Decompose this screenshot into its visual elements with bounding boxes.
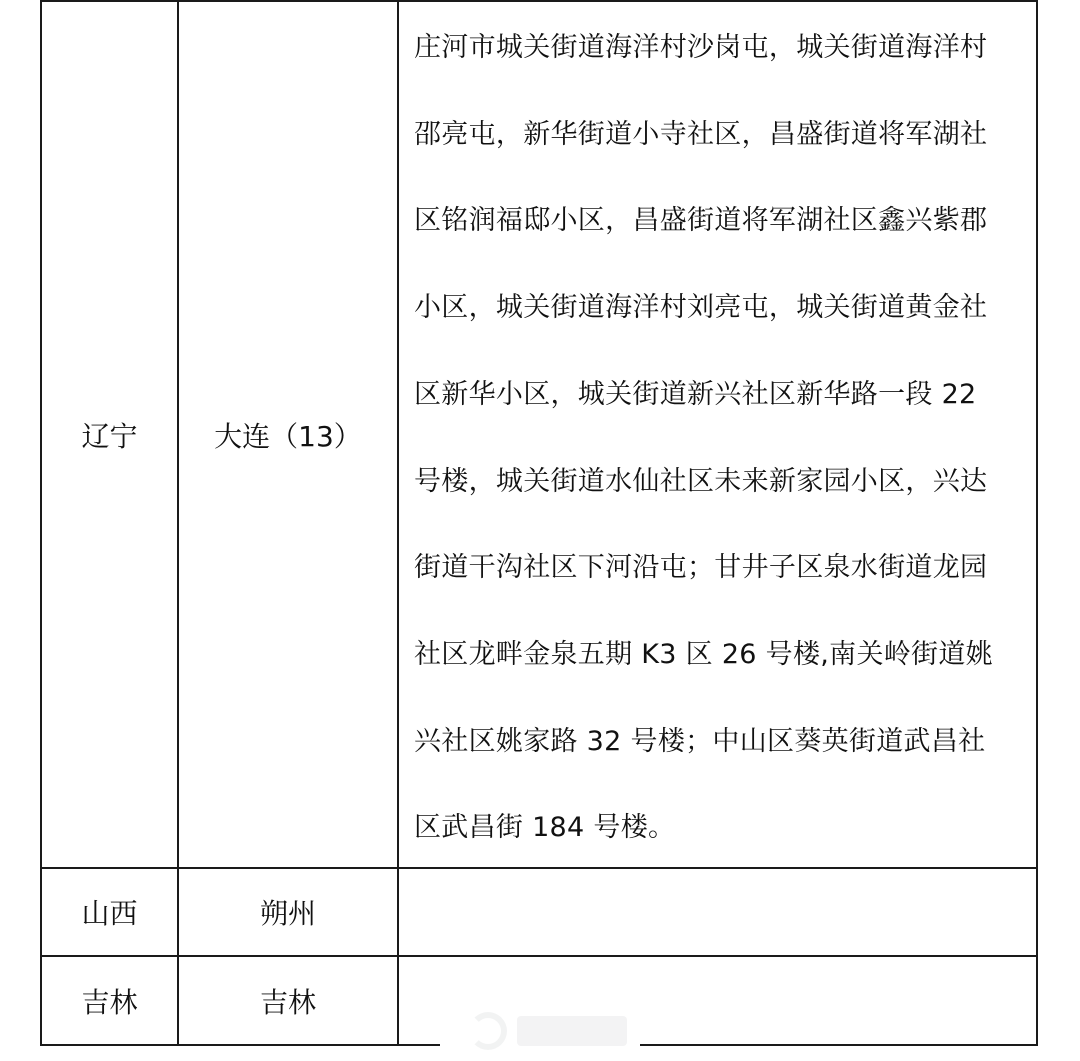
table-row-province-cell xyxy=(42,869,177,955)
address-line: 兴社区姚家路 32 号楼；中山区葵英街道武昌社 xyxy=(414,725,986,757)
logo-watermark-icon xyxy=(455,1000,640,1061)
address-line: 区新华小区，城关街道新兴社区新华路一段 22 xyxy=(414,378,977,410)
table-row-city-cell xyxy=(179,957,397,1044)
address-line: 街道干沟社区下河沿屯；甘井子区泉水街道龙园 xyxy=(414,552,988,584)
address-line: 区武昌街 184 号楼。 xyxy=(414,812,676,844)
address-line: 号楼，城关街道水仙社区未来新家园小区，兴达 xyxy=(414,465,988,497)
province-name: 山西 xyxy=(81,897,138,930)
address-cell-empty xyxy=(399,869,1036,955)
risk-area-table xyxy=(40,0,1038,1046)
table-row-city-cell xyxy=(179,869,397,955)
address-list-cell xyxy=(414,0,1026,872)
watermark-bar-icon xyxy=(517,1016,627,1046)
address-line: 小区，城关街道海洋村刘亮屯，城关街道黄金社 xyxy=(414,292,988,324)
address-line: 邵亮屯，新华街道小寺社区，昌盛街道将军湖社 xyxy=(414,118,988,150)
watermark-mark-icon xyxy=(469,1012,507,1050)
table-row-city-cell xyxy=(179,2,397,867)
table-row-province-cell xyxy=(42,2,177,867)
city-name: 大连（13） xyxy=(214,419,362,453)
table-row-province-cell xyxy=(42,957,177,1044)
province-name: 辽宁 xyxy=(81,419,138,453)
address-line: 区铭润福邸小区，昌盛街道将军湖社区鑫兴紫郡 xyxy=(414,205,988,237)
city-name: 吉林 xyxy=(259,985,316,1019)
address-line: 庄河市城关街道海洋村沙岗屯，城关街道海洋村 xyxy=(414,32,988,63)
city-name: 朔州 xyxy=(259,897,316,930)
address-line: 社区龙畔金泉五期 K3 区 26 号楼,南关岭街道姚 xyxy=(414,638,993,670)
table-border-right xyxy=(1036,0,1038,1046)
province-name: 吉林 xyxy=(81,985,138,1019)
